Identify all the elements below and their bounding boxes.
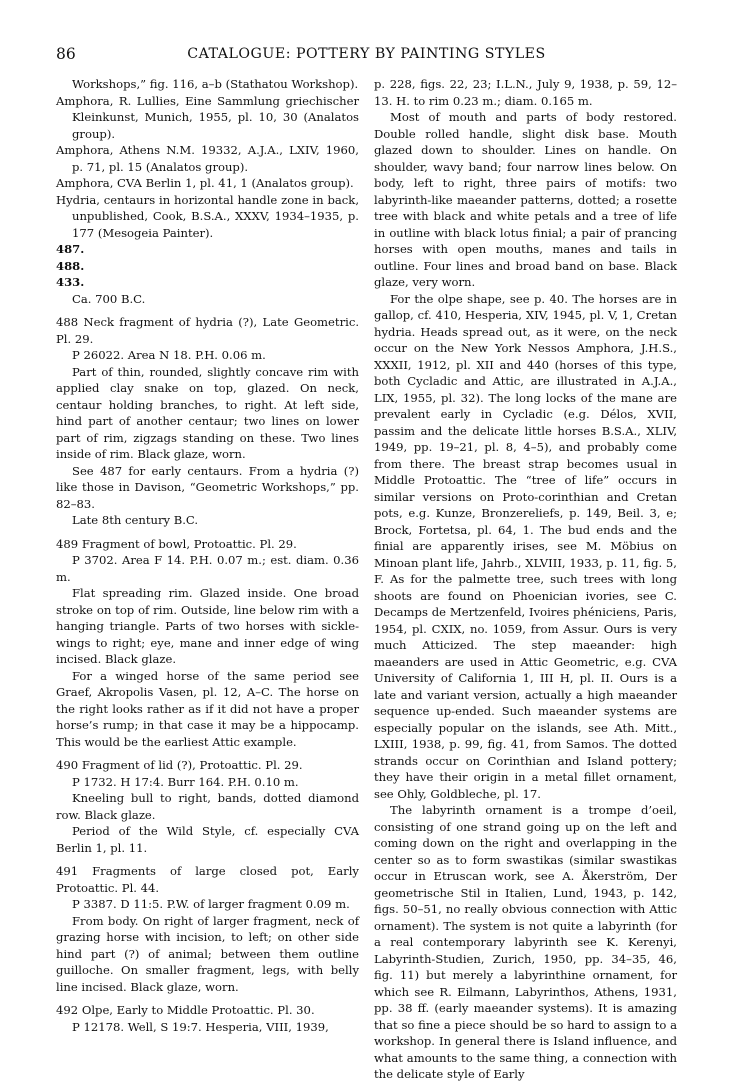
cross-reference: 433.: [56, 275, 85, 289]
text-line: Ca. 700 B.C.: [72, 291, 146, 306]
catalogue-entry-heading: 492 Olpe, Early to Middle Protoattic. Pl. 30.: [56, 1003, 315, 1017]
paragraph: P 12178. Well, S 19:7. Hesperia, VIII, 1939,: [72, 1019, 329, 1034]
left-column: [56, 76, 359, 1035]
paragraph: Most of mouth and parts of body restored. Double rolled handle, slight disk base. Mouth glazed down to shoulder. Lines on handle. On shoulder, wavy band; four narrow lines below. On body, left to right, three pairs of motifs: two labyrinth-like maeander patterns, dotted; a rosette tree with black and white petals and a tree of life in outline with black lotus finial; a pair of prancing horses with open mouths, manes and tails in outline. Four lines and broad band on base. Black glaze, very worn.: [374, 110, 677, 289]
paragraph: P 26022. Area N 18. P.H. 0.06 m.: [72, 348, 266, 362]
paragraph: From body. On right of larger fragment, neck of grazing horse with incision, to left; on other side hind part (?) of animal; between them outline guilloche. On smaller fragment, legs, with belly line incised. Black glaze, worn.: [56, 913, 359, 994]
bibliography-item: Amphora, Athens N.M. 19332, A.J.A., LXIV, 1960, p. 71, pl. 15 (Analatos group).: [56, 143, 359, 174]
cross-reference: 488.: [56, 258, 85, 273]
paragraph: Period of the Wild Style, cf. especially CVA Berlin 1, pl. 11.: [56, 824, 359, 855]
paragraph: For a winged horse of the same period see Graef, Akropolis Vasen, pl. 12, A–C. The horse on the right looks rather as if it did not have a proper horse’s rump; in that case it may be a hippocamp. This would be the earliest Attic example.: [56, 668, 359, 749]
catalogue-entry-heading: 491 Fragments of large closed pot, Early Protoattic. Pl. 44.: [56, 864, 359, 895]
paragraph: P 1732. H 17:4. Burr 164. P.H. 0.10 m.: [72, 774, 299, 789]
paragraph: P 3702. Area F 14. P.H. 0.07 m.; est. diam. 0.36 m.: [56, 553, 359, 584]
paragraph: p. 228, figs. 22, 23; I.L.N., July 9, 1938, p. 59, 12–13. H. to rim 0.23 m.; diam. 0.165 m.: [374, 77, 677, 108]
paragraph: For the olpe shape, see p. 40. The horses are in gallop, cf. 410, Hesperia, XIV, 1945, pl. V, 1, Cretan hydria. Heads spread out, as it were, on the neck occur on the New York Nessos Amphora, J.H.S., XXXII, 1912, pl. XII and 440 (horses of this type, both Cycladic and Attic, are illustrated in A.J.A., LIX, 1955, pl. 32). The long locks of the mane are prevalent early in Cycladic (e.g. Délos, XVII, passim and the delicate little horses B.S.A., XLIV, 1949, pp. 19–21, pl. 8, 4–5), and probably come from there. The breast strap becomes usual in Middle Protoattic. The “tree of life” occurs in similar versions on Proto-corinthian and Cretan pots, e.g. Kunze, Bronzereliefs, p. 149, Beil. 3, e; Brock, Fortetsa, pl. 64, 1. The bud ends and the finial are apparently irises, see M. Möbius on Minoan plant life, Jahrb., XLVIII, 1933, p. 11, fig. 5, F. As for the palmette tree, such trees with long shoots are found on Phoenician ivories, see C. Decamps de Mertzenfeld, Ivoires phéniciens, Paris, 1954, pl. CXIX, no. 1059, from Assur. Ours is very much Atticized. The step maeander: high maeanders are used in Attic Geometric, e.g. CVA University of California 1, III H, pl. II. Ours is a late and variant version, actually a high maeander sequence up-ended. Such maeander systems are especially popular on the islands, see Ath. Mitt., LXIII, 1938, p. 99, fig. 41, from Samos. The dotted strands occur on Corinthian and Island pottery; they have their origin in a metal fillet ornament, see Ohly, Goldbleche, pl. 17.: [374, 291, 677, 801]
paragraph: Late 8th century B.C.: [72, 513, 199, 527]
right-column: [374, 76, 677, 1083]
bibliography-item: Amphora, CVA Berlin 1, pl. 41, 1 (Analatos group).: [56, 176, 354, 190]
paragraph: P 3387. D 11:5. P.W. of larger fragment 0.09 m.: [72, 897, 350, 911]
paragraph: See 487 for early centaurs. From a hydria (?) like those in Davison, “Geometric Workshops,” pp. 82–83.: [56, 463, 359, 511]
paragraph: Flat spreading rim. Glazed inside. One broad stroke on top of rim. Outside, line below rim with a hanging triangle. Parts of two horses with sickle-wings to right; eye, mane and inner edge of wing incised. Black glaze.: [56, 586, 359, 666]
paragraph: Part of thin, rounded, slightly concave rim with applied clay snake on top, glazed. On neck, centaur holding branches, to right. At left side, hind part of another centaur; two lines on lower part of rim, zigzags standing on these. Two lines inside of rim. Black glaze, worn.: [56, 364, 359, 461]
bibliography-item: Amphora, R. Lullies, Eine Sammlung griechischer Kleinkunst, Munich, 1955, pl. 10, 30 (Analatos group).: [56, 93, 359, 141]
page-header: [56, 45, 677, 67]
page-number: 86: [56, 45, 76, 63]
catalogue-entry-heading: 490 Fragment of lid (?), Protoattic. Pl. 29.: [56, 758, 303, 772]
paragraph: The labyrinth ornament is a trompe d’oeil, consisting of one strand going up on the left and coming down on the right and overlapping in the center so as to form swastikas (similar swastikas occur in Etruscan work, see A. Åkerström, Der geometrische Stil in Italien, Lund, 1943, p. 142, figs. 50–51, no really obvious connection with Attic ornament). The system is not quite a labyrinth (for a real contemporary labyrinth see K. Kerenyi, Labyrinth-Studien, Zurich, 1950, pp. 34–35, 46, fig. 11) but merely a labyrinthine ornament, for which see R. Eilmann, Labyrinthos, Athens, 1931, pp. 38 ff. (early maeander systems). It is amazing that so fine a piece should be so hard to assign to a workshop. In general there is Island influence, and what amounts to the same thing, a connection with the delicate style of Early: [374, 803, 677, 1081]
text-line: Workshops,” fig. 116, a–b (Stathatou Workshop).: [72, 77, 359, 91]
cross-reference: 487.: [56, 242, 85, 256]
catalogue-entry-heading: 489 Fragment of bowl, Protoattic. Pl. 29.: [56, 536, 297, 551]
running-title: CATALOGUE: POTTERY BY PAINTING STYLES: [187, 46, 546, 62]
paragraph: Kneeling bull to right, bands, dotted diamond row. Black glaze.: [56, 791, 359, 822]
bibliography-item: Hydria, centaurs in horizontal handle zone in back, unpublished, Cook, B.S.A., XXXV, 1934–1935, p. 177 (Mesogeia Painter).: [56, 192, 359, 240]
catalogue-entry-heading: 488 Neck fragment of hydria (?), Late Geometric. Pl. 29.: [56, 315, 359, 346]
